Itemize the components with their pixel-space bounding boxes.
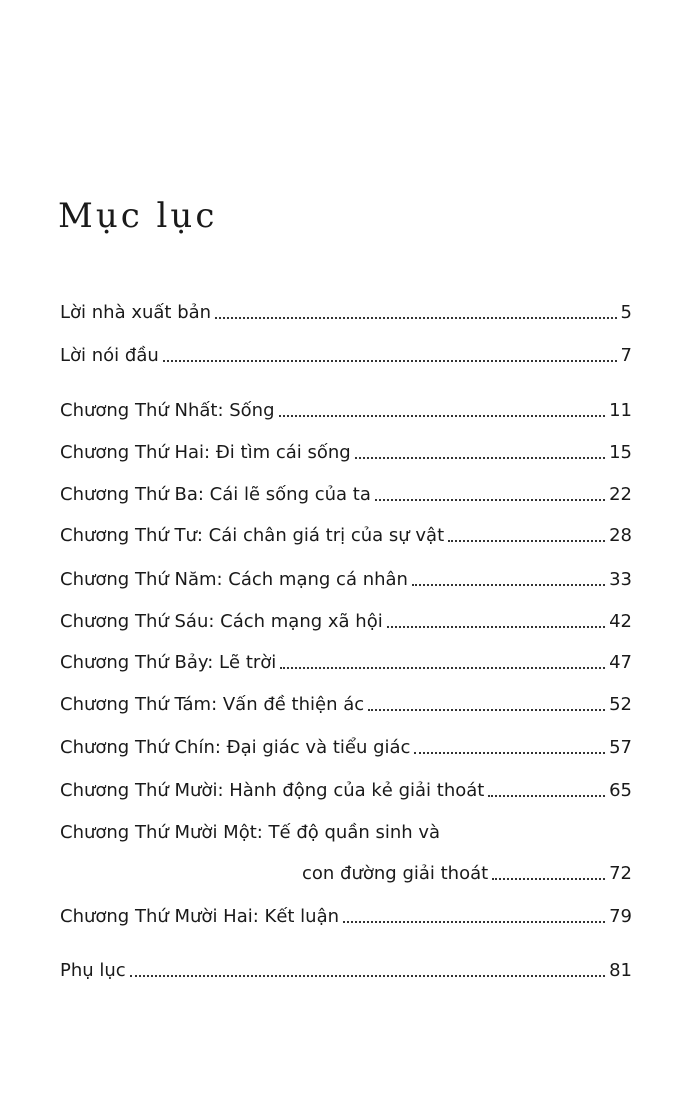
toc-entry-page: 5 — [620, 302, 632, 323]
toc-entry-foreword — [60, 337, 632, 367]
toc-entry-chapter-12 — [60, 898, 632, 928]
dot-leader — [488, 794, 605, 797]
dot-leader — [492, 877, 605, 880]
dot-leader — [412, 583, 605, 586]
toc-entry-page: 7 — [620, 345, 632, 366]
toc-entry-page: 11 — [609, 400, 632, 421]
toc-entry-label: Chương Thứ Tư: Cái chân giá trị của sự vật — [60, 525, 445, 546]
toc-entry-chapter-9 — [60, 729, 632, 759]
toc-entry-page: 72 — [609, 863, 632, 884]
toc-entry-label: con đường giải thoát — [302, 863, 489, 884]
toc-entry-label: Chương Thứ Mười: Hành động của kẻ giải thoát — [60, 780, 485, 801]
toc-entry-label: Lời nhà xuất bản — [60, 302, 212, 323]
dot-leader — [163, 359, 617, 362]
toc-entry-chapter-10 — [60, 772, 632, 802]
dot-leader — [355, 456, 605, 459]
toc-entry-page: 42 — [609, 611, 632, 632]
dot-leader — [343, 920, 605, 923]
toc-entry-page: 28 — [609, 525, 632, 546]
toc-entry-chapter-11 — [60, 855, 632, 885]
toc-entry-chapter-11-line1: Chương Thứ Mười Một: Tế độ quần sinh và — [60, 822, 441, 843]
toc-entry-page: 15 — [609, 442, 632, 463]
toc-entry-chapter-1 — [60, 392, 632, 422]
dot-leader — [130, 974, 605, 977]
toc-entry-label: Chương Thứ Hai: Đi tìm cái sống — [60, 442, 351, 463]
dot-leader — [279, 414, 606, 417]
toc-entry-page: 79 — [609, 906, 632, 927]
toc-entry-label: Lời nói đầu — [60, 345, 159, 366]
toc-entry-page: 57 — [609, 737, 632, 758]
toc-entry-page: 47 — [609, 652, 632, 673]
dot-leader — [448, 539, 605, 542]
toc-entry-chapter-2 — [60, 434, 632, 464]
toc-entry-label: Chương Thứ Năm: Cách mạng cá nhân — [60, 569, 408, 590]
toc-entry-page: 52 — [609, 694, 632, 715]
dot-leader — [414, 751, 605, 754]
toc-entry-page: 65 — [609, 780, 632, 801]
toc-entry-page: 81 — [609, 960, 632, 981]
toc-entry-label: Chương Thứ Chín: Đại giác và tiểu giác — [60, 737, 411, 758]
toc-entry-chapter-5 — [60, 561, 632, 591]
toc-entry-label: Chương Thứ Nhất: Sống — [60, 400, 275, 421]
dot-leader — [280, 666, 605, 669]
toc-entry-page: 33 — [609, 569, 632, 590]
toc-entry-chapter-4 — [60, 517, 632, 547]
toc-entry-chapter-6 — [60, 603, 632, 633]
toc-entry-label: Chương Thứ Bảy: Lẽ trời — [60, 652, 277, 673]
toc-entry-label: Chương Thứ Sáu: Cách mạng xã hội — [60, 611, 383, 632]
toc-entry-page: 22 — [609, 484, 632, 505]
toc-entry-label: Phụ lục — [60, 960, 126, 981]
toc-entry-chapter-8 — [60, 686, 632, 716]
toc-entry-label: Chương Thứ Tám: Vấn đề thiện ác — [60, 694, 365, 715]
dot-leader — [368, 708, 605, 711]
dot-leader — [375, 498, 605, 501]
toc-entry-label: Chương Thứ Mười Hai: Kết luận — [60, 906, 340, 927]
toc-entry-chapter-3 — [60, 476, 632, 506]
toc-entry-label: Chương Thứ Ba: Cái lẽ sống của ta — [60, 484, 371, 505]
toc-entry-appendix — [60, 952, 632, 982]
toc-entry-publisher-note — [60, 294, 632, 324]
dot-leader — [215, 316, 616, 319]
page-title: Mục lục — [58, 196, 218, 236]
toc-entry-chapter-7 — [60, 644, 632, 674]
dot-leader — [387, 625, 605, 628]
